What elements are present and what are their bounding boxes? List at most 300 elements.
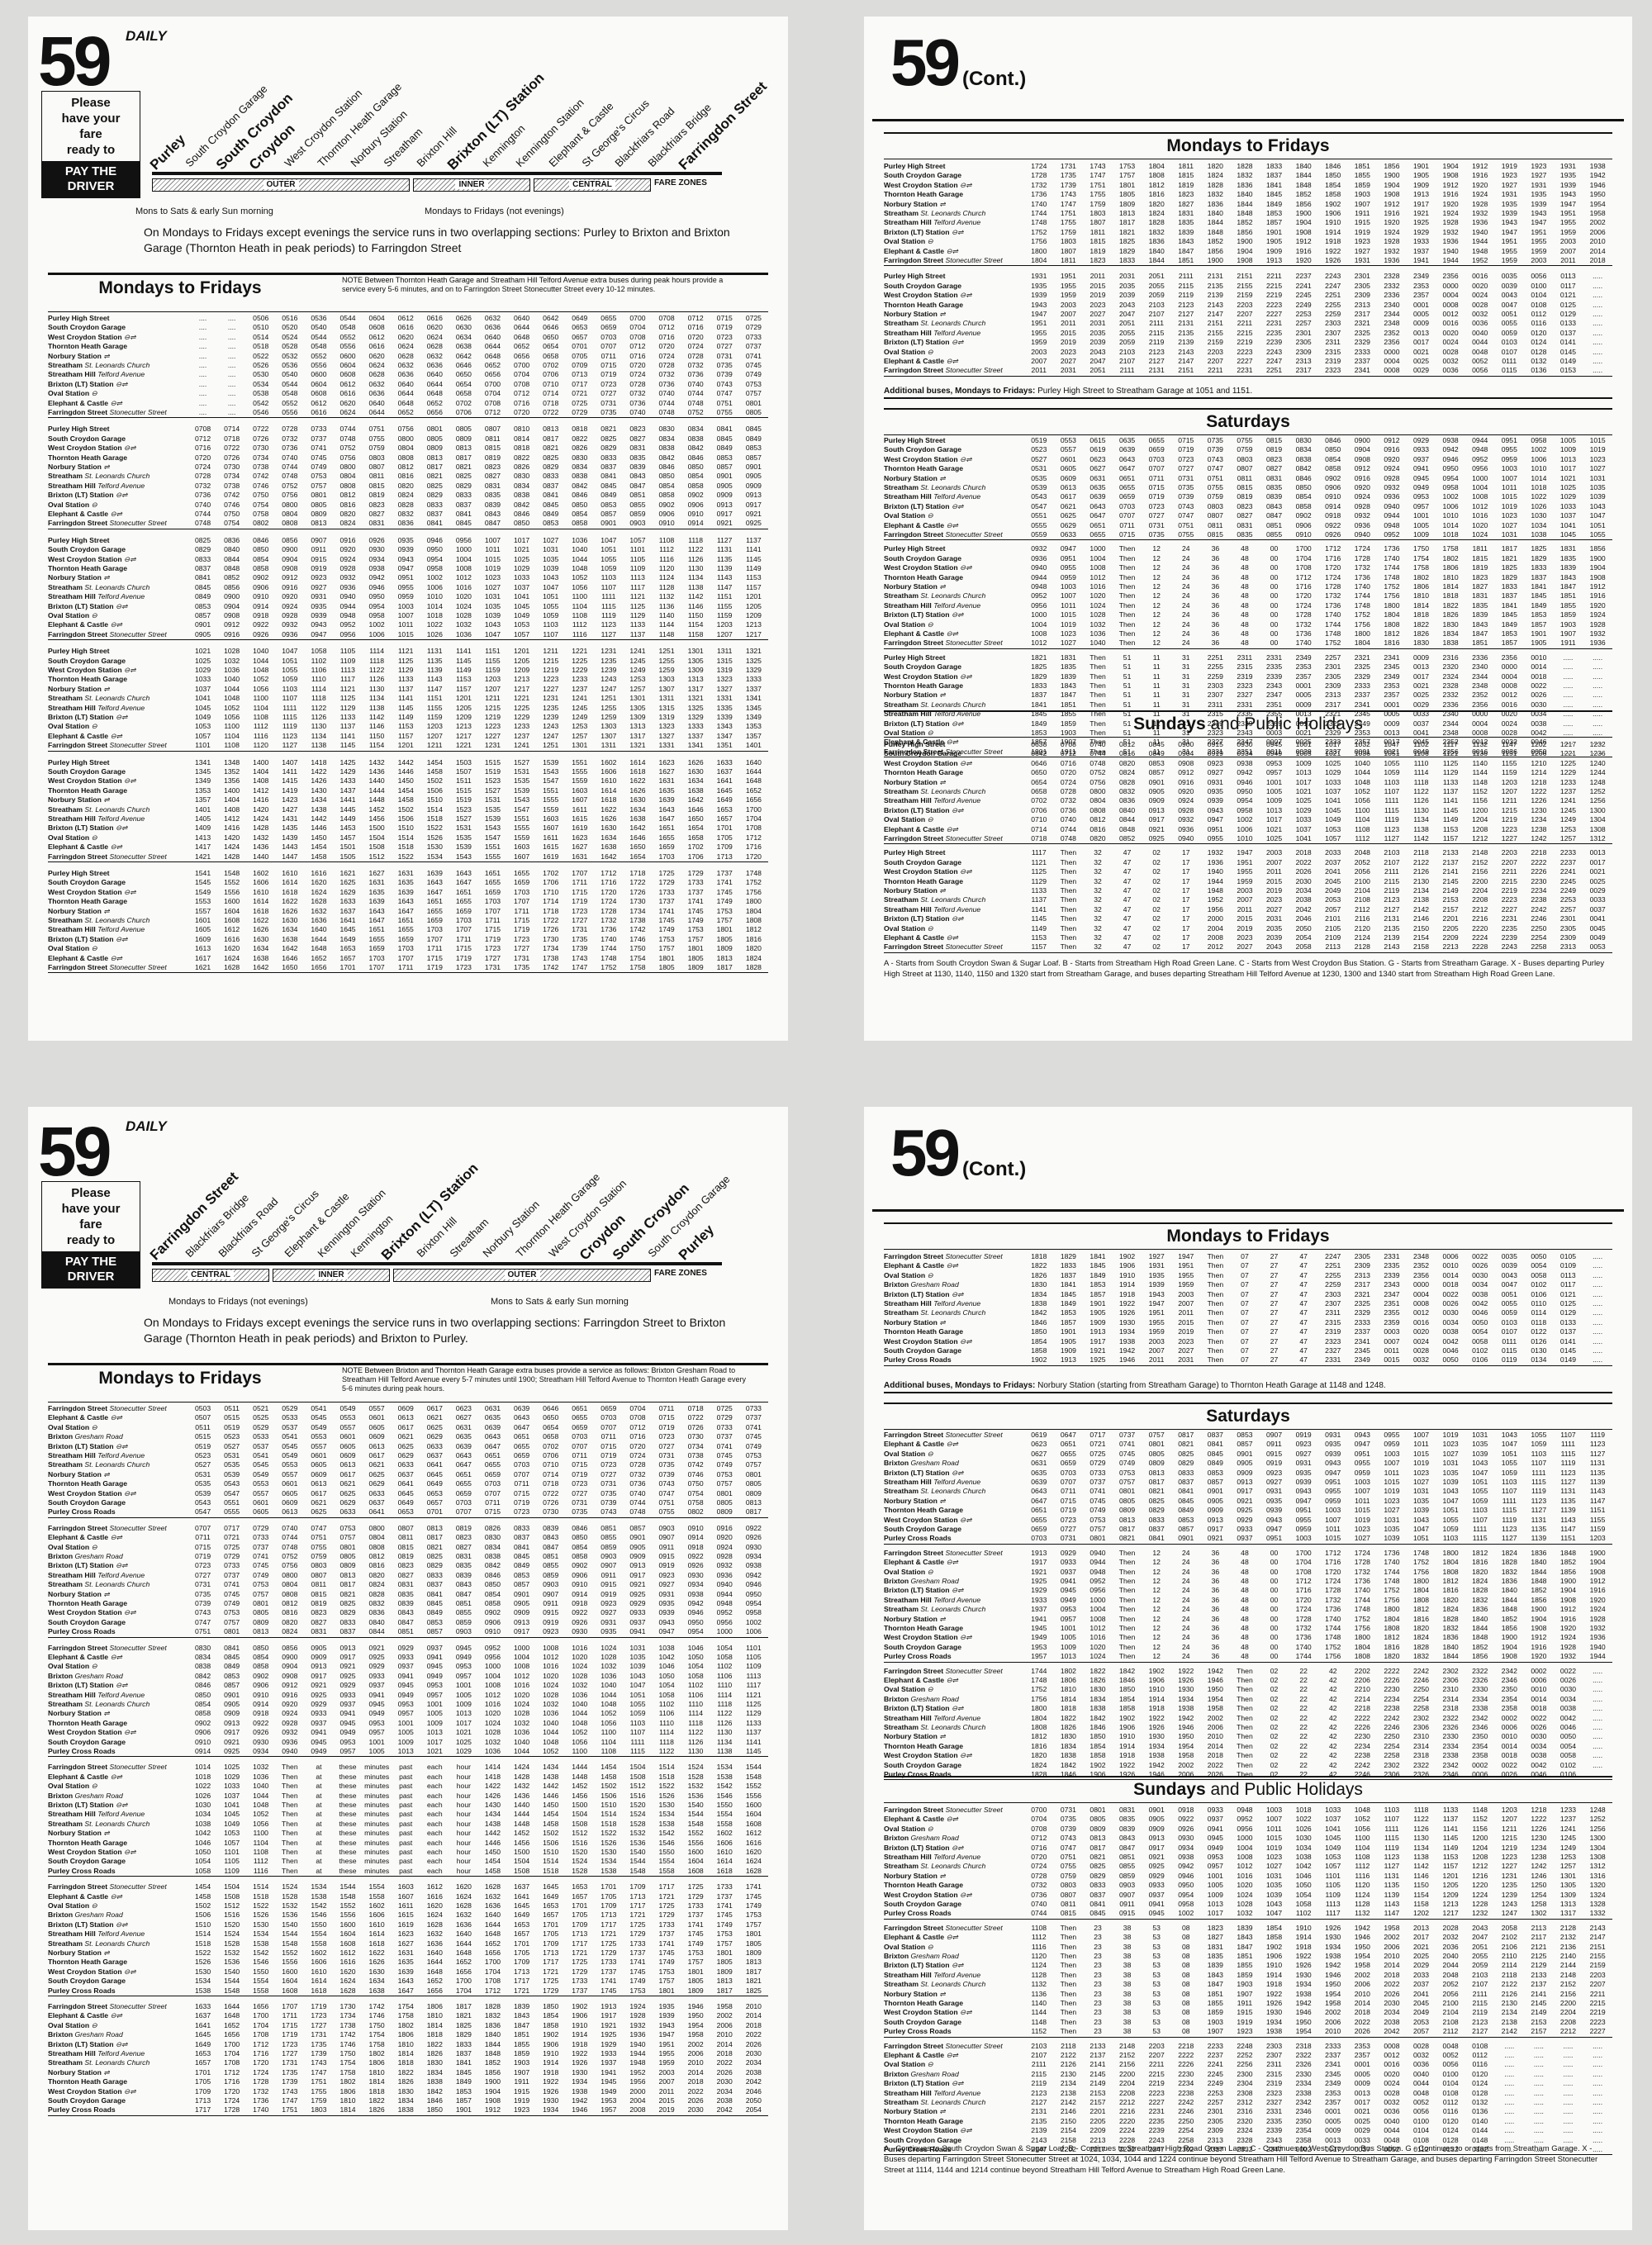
time-cell: 0838 [194,1662,211,1671]
time-cell: 0951 [1501,436,1517,444]
time-cell: 0856 [282,1643,298,1652]
time-cell: 1826 [1412,629,1430,638]
time-cell: 0813 [311,519,327,528]
time-cell: 0748 [658,408,675,417]
time-cell: 1008 [1031,629,1047,638]
time-cell: 0736 [629,1479,646,1488]
time-cell: 0007 [1265,738,1283,747]
time-cell: 1143 [427,675,443,684]
time-cell: 1600 [224,897,240,906]
time-cell: 1819 [1178,180,1194,189]
time-cell: 1724 [1325,572,1341,581]
time-cell: 0831 [455,1552,472,1561]
time-cell: 0923 [311,573,327,582]
time-cell: 0751 [311,1533,327,1542]
time-cell: 1712 [484,1986,501,1995]
table-row [48,1479,768,1488]
time-cell: 0701 [426,1507,443,1516]
time-cell: 2127 [1384,904,1400,914]
time-cell: 1113 [746,1671,762,1680]
time-cell: 0601 [368,1413,385,1422]
time-cell: 1157 [1442,834,1459,843]
time-cell: 1818 [368,2086,385,2095]
time-cell: 1733 [629,1939,646,1948]
time-cell: 0711 [658,1404,675,1412]
time-cell: 0641 [426,1460,443,1469]
time-cell: 1528 [224,1939,240,1948]
time-cell: 0719 [658,1422,675,1431]
time-cell: 1524 [687,1763,704,1772]
time-cell: 1109 [746,1662,762,1671]
time-cell: 0959 [397,592,414,601]
time-cell: 0823 [484,463,501,472]
stop-name: South Croydon Garage [884,553,962,562]
stop-name: Thornton Heath Garage [48,897,127,906]
time-cell: 0757 [253,1589,269,1598]
time-cell: 2026 [716,2067,733,2077]
time-cell: 1927 [1354,246,1370,255]
time-cell: 1002 [426,573,443,582]
table-row [48,842,768,852]
time-cell: 1709 [543,1939,559,1948]
time-cell: 1001 [1265,777,1283,786]
time-cell: 1859 [514,2049,530,2058]
time-cell: 1936 [1442,237,1459,246]
table-row [48,732,768,741]
time-cell: 1809 [745,1948,762,1958]
time-cell: 27 [1270,1299,1279,1308]
time-cell: 1037 [194,684,211,693]
stop-name: Streatham Hill Telford Avenue [48,1810,145,1819]
time-cell: 1701 [601,1882,617,1891]
time-cell: 1722 [629,878,646,887]
time-cell: 0827 [311,1617,327,1626]
time-cell: 0811 [1237,473,1253,482]
route-stop-label: West Croydon Station [546,1177,629,1260]
time-cell: 1830 [397,2086,414,2095]
time-cell: ..... [1593,1261,1603,1270]
table-row [48,352,768,361]
time-cell: 0530 [253,370,269,379]
time-cell: 0801 [224,1627,240,1636]
time-cell: 0932 [1178,815,1194,824]
time-cell: 1341 [194,757,211,767]
time-cell: 2220 [1472,923,1488,933]
time-cell: 0054 [1531,1261,1547,1270]
time-cell: 1747 [311,2067,327,2077]
time-cell: 1705 [572,1910,588,1920]
time-cell: 0638 [455,342,472,351]
time-cell: 0853 [426,1617,443,1626]
time-cell: 0950 [687,1617,704,1626]
time-cell: 0009 [1295,700,1312,709]
time-cell: 0920 [1178,787,1194,796]
time-cell: 0728 [629,1460,646,1469]
time-cell: 51 [1123,729,1132,738]
time-cell: at [316,1772,322,1781]
table-row [48,592,768,601]
time-cell: 0036 [1472,319,1488,328]
time-cell: 2345 [1384,662,1400,672]
time-cell: 1649 [543,1891,559,1901]
time-cell: 0941 [1412,464,1430,473]
table-row [884,610,1612,619]
time-cell: 1012 [484,1690,501,1699]
timetable-block [48,1882,768,1996]
time-cell: Then [1207,1299,1224,1308]
time-cell: 1728 [224,2105,240,2114]
time-cell: 0958 [426,564,443,573]
time-cell: 0110 [1531,1299,1547,1308]
time-cell: 1955 [1031,328,1047,337]
time-cell: 1751 [1060,209,1076,218]
table-row [48,2105,768,2114]
time-cell: 0647 [484,1441,501,1450]
time-cell: 1522 [397,852,414,861]
time-cell: 2030 [687,2105,704,2114]
table-row [48,1939,768,1948]
time-cell: ..... [1593,1252,1603,1260]
time-cell: 1047 [601,535,617,544]
time-cell: 1227 [484,731,501,740]
time-cell: 1749 [687,916,704,925]
time-cell: 1819 [1472,563,1488,572]
time-cell: 0936 [282,629,298,638]
time-cell: 1752 [1384,582,1400,591]
time-cell: 1908 [484,2096,501,2105]
time-cell: 1753 [658,1967,675,1976]
time-cell: 0915 [543,1608,559,1617]
time-cell: 0727 [601,1469,617,1478]
route-stop-label: St George's Circus [249,1187,321,1260]
time-cell: 0744 [1060,824,1076,833]
time-cell: 2352 [1442,738,1459,747]
time-cell: 0923 [543,1627,559,1636]
time-cell: 0707 [572,1441,588,1450]
time-cell: 2004 [1207,923,1223,933]
time-cell: 0515 [224,1413,240,1422]
time-cell: 2118 [1413,848,1429,857]
stop-name: Farringdon Street Stonecutter Street [48,1763,167,1772]
time-cell: 0601 [311,1451,327,1460]
time-cell: 1030 [1531,511,1547,520]
time-cell: 0829 [601,444,617,453]
table-row [884,1280,1612,1289]
time-cell: 0527 [194,1460,211,1469]
time-cell: 1914 [572,2030,588,2039]
time-cell: 0628 [368,370,385,379]
time-cell: 1125 [339,694,356,703]
table-row [48,666,768,675]
time-cell: 0646 [455,361,472,370]
time-cell: 2344 [1442,719,1459,728]
time-cell: 0850 [253,545,269,554]
time-cell: 1116 [572,629,587,638]
time-cell: 0725 [224,1542,240,1551]
time-cell: 1514 [658,1763,675,1772]
time-cell: 1504 [514,1857,530,1866]
time-cell: 0743 [601,1507,617,1516]
time-cell: 0926 [253,629,269,638]
time-cell: 1305 [687,656,704,665]
time-cell: 1659 [426,916,443,925]
additional-buses: Additional buses, Mondays to Fridays: Purley High Street to Streatham Garage at 1051 and 1151. [884,385,1612,399]
time-cell: 1510 [397,823,414,833]
timetable-page-outbound-cont [864,17,1632,1041]
time-cell: 1041 [1559,520,1577,529]
time-cell: 1142 [1413,834,1429,843]
time-cell: 1039 [629,1662,646,1671]
time-cell: 0954 [426,554,443,563]
time-cell: 1233 [514,722,530,731]
time-cell: 0018 [1531,672,1547,681]
time-cell: 0006 [1442,1252,1459,1260]
time-cell: 0954 [1237,796,1253,805]
time-cell: 1043 [484,620,501,629]
time-cell: 0740 [282,453,298,462]
time-cell: 0655 [514,1441,530,1450]
time-cell: 0932 [1384,483,1400,492]
time-cell: 2325 [1354,662,1370,672]
time-cell: 0756 [339,453,356,462]
time-cell: 1035 [629,1653,646,1661]
stop-name: Farringdon Street Stonecutter Street [48,1404,167,1412]
time-cell: 1104 [224,731,240,740]
time-cell: 0930 [572,1627,588,1636]
time-cell: minutes [364,1829,390,1838]
time-cell: 0756 [1089,777,1106,786]
time-cell: minutes [364,1791,390,1800]
time-cell: 1024 [484,1718,501,1727]
stop-name: Farringdon Street Stonecutter Street [48,408,167,417]
time-cell: 1644 [224,2002,240,2010]
time-cell: 2127 [1148,357,1165,366]
time-cell: 0928 [339,564,356,573]
time-cell: 1547 [484,833,501,842]
time-cell: 1115 [1384,805,1399,814]
stop-name: West Croydon Station ⊖⇌ [884,563,972,572]
time-cell: 0706 [1031,805,1047,814]
table-row [884,806,1612,815]
time-cell: 1145 [456,656,472,665]
time-cell: 1032 [1354,740,1370,748]
time-cell: 1003 [1060,582,1076,591]
route-stop-label: Brixton Hill [414,124,459,169]
time-cell: 1044 [224,684,240,693]
stop-name: Thornton Heath Garage [884,464,963,473]
table-row [48,935,768,944]
time-cell: 0004 [1501,672,1517,681]
time-cell: each [426,1772,443,1781]
time-cell: 1725 [658,1901,675,1910]
time-cell: 0944 [1031,572,1047,581]
time-cell: 1618 [311,1986,327,1995]
time-cell: 0744 [282,1533,298,1542]
time-cell: 0926 [745,1533,762,1542]
time-cell: 1655 [484,878,501,887]
stop-name: Purley High Street [884,436,946,444]
time-cell: 1805 [658,963,675,972]
time-cell: Then [1089,681,1106,691]
time-cell: 1100 [572,1747,587,1756]
stop-name: Thornton Heath Garage [48,2077,127,2086]
time-cell: 1901 [1531,629,1547,638]
time-cell: 1411 [282,767,298,776]
time-cell: 0708 [484,398,501,407]
stop-name: Streatham Hill Telford Avenue [884,710,981,719]
stop-name: Brixton Gresham Road [48,1791,123,1800]
time-cell: 1747 [1060,199,1076,208]
time-cell: 0841 [426,1589,443,1598]
stop-name: Elephant & Castle ⊖⇌ [48,1533,122,1542]
time-cell: 1723 [572,906,588,915]
time-cell: 1048 [253,666,269,674]
time-cell: 1213 [514,675,530,684]
time-cell: 0950 [1237,787,1253,796]
time-cell: 1754 [629,953,646,962]
time-cell: 2215 [1501,876,1517,885]
time-cell: 1035 [1589,483,1606,492]
time-cell: 1854 [1325,180,1341,189]
time-cell: 1058 [194,1866,211,1875]
time-cell: 0841 [514,1542,530,1551]
time-cell: 0909 [745,481,762,490]
time-cell: 0831 [484,481,501,490]
time-cell: 1821 [1031,653,1047,662]
time-cell: 2135 [1384,923,1400,933]
time-cell: 1225 [514,703,530,712]
route-stop-label: Croydon [245,121,298,173]
time-cell: 0952 [484,1643,501,1652]
stop-name: Streatham St. Leonards Church [48,1819,150,1828]
time-cell: 1105 [339,647,356,656]
time-cell: 1036 [1089,629,1106,638]
time-cell: 1706 [543,878,559,887]
time-cell: 1548 [629,1866,646,1875]
time-cell: 0856 [224,582,240,591]
time-cell: 1626 [282,906,298,915]
time-cell: 1951 [1559,209,1577,218]
time-cell: 1946 [572,2105,588,2114]
time-cell: 0936 [1178,824,1194,833]
time-cell: 32 [1094,848,1102,857]
time-cell: 1659 [397,934,414,943]
time-cell: 1743 [282,2086,298,2095]
time-cell: 1722 [543,916,559,925]
time-cell: .... [227,379,236,388]
stop-name: Streatham Hill Telford Avenue [48,1690,145,1699]
time-cell: 0925 [368,1653,385,1661]
time-cell: 1303 [601,722,617,731]
time-cell: 1008 [1089,563,1106,572]
time-cell: 0801 [426,425,443,434]
time-cell: 2004 [629,2096,646,2105]
time-cell: 1118 [311,694,326,703]
time-cell: 1339 [716,713,733,722]
time-cell: 0608 [311,389,327,398]
time-cell: 1650 [687,814,704,823]
time-cell: 1115 [282,713,297,722]
time-cell: these [339,1848,357,1857]
time-cell: 2030 [716,2077,733,2086]
time-cell: 1233 [572,675,588,684]
time-cell: 0804 [368,1533,385,1542]
time-cell: 2253 [1559,895,1577,904]
time-cell: 0916 [282,582,298,591]
time-cell: 1759 [311,2096,327,2105]
time-cell: 0942 [1237,768,1253,777]
time-cell: 2336 [1472,653,1488,662]
time-cell: 1033 [194,675,211,684]
time-cell: 00 [1270,591,1279,600]
time-cell: 0000 [1472,710,1488,719]
stop-name: Elephant & Castle ⊖⇌ [48,842,122,852]
pay-the-driver: PAY THE DRIVER [42,161,140,197]
time-cell: 1001 [455,1681,472,1690]
time-cell: 0904 [1178,749,1194,758]
time-cell: 24 [1181,563,1190,572]
stop-name: Elephant & Castle ⊖⇌ [48,953,122,962]
time-cell: 0547 [194,1507,211,1516]
time-cell: 1834 [397,2096,414,2105]
time-cell: 1631 [368,878,385,887]
time-cell: 0555 [224,1507,240,1516]
time-cell: 1709 [572,1920,588,1929]
time-cell: 0629 [368,1479,385,1488]
time-cell: 1033 [224,1782,240,1791]
time-cell: 1435 [282,823,298,833]
time-cell: 0918 [572,1599,588,1608]
time-cell: 1749 [687,1939,704,1948]
time-cell: 1753 [687,1948,704,1958]
time-cell: 1117 [630,582,645,591]
time-cell: 1036 [572,1690,588,1699]
table-row [48,776,768,786]
time-cell: 0726 [543,1498,559,1507]
time-cell: 2343 [1265,681,1283,691]
stop-name: Elephant & Castle ⊖⇌ [884,629,958,638]
time-cell: 2015 [1265,876,1283,885]
time-cell: 1738 [629,916,646,925]
time-cell: 0752 [1089,768,1106,777]
time-cell: 1103 [543,620,558,629]
time-cell: 1028 [572,1671,588,1680]
table-row [48,823,768,833]
time-cell: 0950 [368,592,385,601]
table-row [48,1700,768,1709]
time-cell: 0741 [745,351,762,360]
time-cell: 2054 [1295,933,1312,942]
time-cell: Then [1118,572,1136,581]
time-cell: 0955 [397,582,414,591]
time-cell: 0656 [484,370,501,379]
time-cell: 1129 [1442,768,1459,777]
time-cell: 1011 [397,620,414,629]
time-cell: 1238 [1531,824,1547,833]
time-cell: 0531 [194,1469,211,1478]
time-cell: 1820 [1207,162,1223,170]
time-cell: 1741 [687,897,704,906]
table-row [48,1451,768,1460]
time-cell: 0900 [224,592,240,601]
time-cell: 24 [1181,600,1190,610]
table-row [48,694,768,703]
time-cell: 1622 [368,1948,385,1958]
time-cell: 0809 [311,510,327,519]
time-cell: 1056 [601,1718,617,1727]
time-cell: 0858 [253,564,269,573]
time-cell: 1845 [1531,591,1547,600]
